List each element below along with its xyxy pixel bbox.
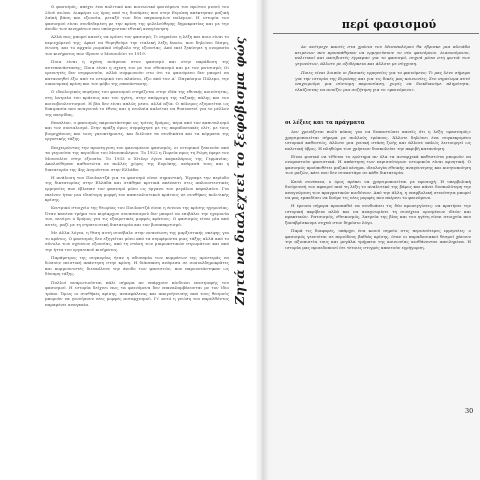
page-title: περί φασισμού bbox=[341, 18, 437, 31]
left-paragraph: Ο φασισμός, απέχει ένα πολιτικό και κοινωνικό φαινόμενο του πρώτου μισού του 20ού αιώνα. Διαφέρει ως όρος από τις δυνάμεις που στην Ευρώπη απέκτησαν μαζική λαϊκή βάση και εξουσία, μεταξύ των δύο παγκοσμίων πολέμων. Η ιστορία του φασισμού είναι συνδεδεμένη με την κρίση της φιλελεύθερης δημοκρατίας και με την άνοδο των κινημάτων που υπόσχονταν εθνική αναγέννηση. bbox=[45, 4, 229, 32]
body-paragraph: Η έρευνα σήμερα προσπαθεί να συνδυάσει τις δύο προσεγγίσεις: να κρατήσει την ιστορική ακρίβεια αλλά και να αναγνωρίσει τη συνέχεια ορισμένων ιδεών και πρακτικών. Ρατσισμός, εθνικισμός, λατρεία της βίας και του ηγέτη είναι στοιχεία που ξαναβρίσκουμε συχνά στον δημόσιο λόγο. bbox=[285, 203, 471, 225]
left-paragraph: Κεντρικό στοιχείο της θεωρίας του Πουλαντζά είναι η έννοια της κρίσης ηγεμονίας. Όταν κανένα τμήμα του κυρίαρχου συνασπισμού δεν μπορεί να επιβάλει την ηγεμονία του, ανοίγει ο δρόμος για τις εξαιρετικές μορφές κράτους. Ο φασισμός είναι μία από αυτές, μαζί με τη στρατιωτική δικτατορία και τον βοναπαρτισμό. bbox=[45, 205, 229, 227]
left-paragraph: Με άλλα λόγια, η θέση αυτή συνέβαλε στην ανανέωση της μαρξιστικής σκέψης για το κράτος. Ο φασισμός δεν εξηγείται μόνο από τα συμφέροντα μιας τάξης αλλά από το σύνολο των σχέσεων εξουσίας, από τη στάση των μικροαστικών στρωμάτων και από την ήττα του εργατικού κινήματος. bbox=[45, 229, 229, 252]
left-paragraph: Η ανάλυση του Πουλαντζά για το φασισμό είναι σημαντική. Έγραψε την περίοδο της δικτατορίας στην Ελλάδα και στάθηκε κριτικά απέναντι στις απλουστευτικές ερμηνείες που έβλεπαν τον φασισμό μόνο ως όργανο του μεγάλου κεφαλαίου. Για εκείνον ήταν μια ιδιαίτερη μορφή του καπιταλιστικού κράτους σε συνθήκες πολιτικής κρίσης. bbox=[45, 174, 229, 203]
section-heading: οι λέξεις και τα πράγματα bbox=[285, 120, 365, 126]
page-number: 30 bbox=[465, 407, 474, 415]
body-paragraph: Κατά συνέπεια, ο όρος πρέπει να χρησιμοποιείται με προσοχή. Η υπερβολική διεύρυνσή του αφαιρεί από τη λέξη το αναλυτικό της βάρος και κάνει δυσκολότερη την αναγνώριση των πραγματικών κινδύνων. Από την άλλη, η υπερβολική στενότητα μπορεί να μας εμποδίσει να δούμε τις νέες μορφές που παίρνει το φαινόμενο. bbox=[285, 178, 471, 201]
intro-paragraph: Αν ανέτρεχε κανείς στα χρόνια του Μεσοπολέμου θα έβρισκε μια πλειάδα κειμένων που προσπάθησαν να ερμηνεύσουν το νέο φαινόμενο. Διανοούμενοι, πολιτικοί και ακτιβιστές έγραψαν για το φασισμό, συχνά μέσα στη φωτιά των γεγονότων, άλλοτε με οξυδέρκεια και άλλοτε με σύγχυση. bbox=[295, 44, 470, 67]
body-paragraph: Παρά τις διαφορές, υπάρχει ένα κοινό σημείο στις περισσότερες ερμηνείες: ο φασισμός γεννιέται σε περιόδους βαθιάς κρίσης, όταν οι παραδοσιακοί θεσμοί χάνουν την αξιοπιστία τους και μεγάλα τμήματα της κοινωνίας αισθάνονται απειλημένα. Η ιστορία μας προειδοποιεί ότι τέτοιες στιγμές απαιτούν εγρήγορση. bbox=[285, 228, 471, 250]
intro-paragraph: Ποιες είναι λοιπόν οι βασικές ερμηνείες για το φαινόμενο; Τι μας λένε σήμερα για την ιστορία της Ευρώπης και για τις δικές μας κοινωνίες; Στο σημείωμα αυτό επιχειρούμε μια σύντομη παρουσίαση, χωρίς να διεκδικούμε πληρότητα, ελπίζοντας να ανοίξει μια συζήτηση για το «φαινόμενο». bbox=[295, 69, 470, 92]
left-paragraph: Επιχειρώντας την προσέγγιση του φαινομένου φασισμός, οι ιστορικοί ξεκινούν από τα γεγονότα της περιόδου του Μεσοπολέμου. Το 1922 η Πορεία προς τη Ρώμη έφερε τον Μουσολίνι στην εξουσία. Το 1933 ο Χίτλερ έγινε καγκελάριος της Γερμανίας. Ακολούθησαν καθεστώτα σε πολλές χώρες της Ευρώπης, ανάμεσά τους και η δικτατορία της 4ης Αυγούστου στην Ελλάδα. bbox=[45, 144, 229, 172]
body-paragraph: Δεν χρειάζεται πολύ κόπος για να διαπιστώσει κανείς ότι η λέξη «φασισμός» χρησιμοποιείται σήμερα με πολλούς τρόπους. Άλλοτε δηλώνει ένα συγκεκριμένο ιστορικό καθεστώς, άλλοτε μια γενική στάση ζωής και άλλοτε απλώς λειτουργεί ως πολιτική ύβρις. Η πληθώρα των χρήσεων δυσκολεύει την ακριβή κατανόηση. bbox=[285, 129, 471, 151]
book-gutter bbox=[255, 0, 269, 480]
right-page bbox=[269, 0, 480, 480]
left-paragraph: Παράμετρος της συγκυρίας ήταν η αδυναμία των κομμάτων της αριστεράς να δώσουν πειστική απάντηση στην κρίση. Η διάσπαση ανάμεσα σε σοσιαλδημοκράτες και κομμουνιστές διευκόλυνε την άνοδο των φασιστών, που παρουσιάστηκαν ως δύναμη τάξης. bbox=[45, 254, 229, 277]
left-page-text bbox=[45, 4, 229, 472]
left-paragraph: Ο ιδεολογικός πυρήνας του φασισμού στηρίζεται στην ιδέα της εθνικής κοινότητας, στη λατρεία του κράτους και του ηγέτη, στην απόρριψη της ταξικής πάλης και του κοινοβουλευτισμού. Η βία δεν είναι απλώς μέσο, αλλά αξία. Ο πόλεμος εξυμνείται ως δοκιμασία που αναγεννά το έθνος και η νεολαία καλείται να θυσιαστεί για το μέλλον της πατρίδας. bbox=[45, 89, 229, 117]
left-paragraph: Πολλοί αναρωτιούνται πάλι σήμερα αν υπάρχουν κίνδυνοι επιστροφής του φασισμού. Η ιστορία δείχνει πως τα φαινόμενα δεν επαναλαμβάνονται με τον ίδιο τρόπο. Όμως οι συνθήκες κρίσης, ανασφάλειας και απογοήτευσης από τους θεσμούς μπορούν να γεννήσουν νέες μορφές αυταρχισμού. Γι' αυτό η γνώση του παρελθόντος παραμένει αναγκαία. bbox=[45, 279, 229, 307]
left-paragraph: Επιπλέον, ο φασισμός παρουσιάστηκε ως τρίτος δρόμος, πέρα από τον καπιταλισμό και τον σοσιαλισμό. Στην πράξη όμως συμμάχησε με τις παραδοσιακές ελίτ, με τους βιομηχάνους και τους γαιοκτήμονες, και διέλυσε τα συνδικάτα και τα κόμματα της εργατικής τάξης. bbox=[45, 119, 229, 142]
title-divider bbox=[273, 33, 479, 34]
left-paragraph: Ποια είναι η σχέση ανάμεσα στον φασισμό και στην παράδοση της αντεπανάστασης; Ποια είναι η σχέση του με τον εθνικισμό και με τον ρατσισμό; Οι ερευνητές δεν συμφωνούν, αλλά συμφωνούν στο ότι το φαινόμενο δεν μπορεί να κατανοηθεί έξω από το ιστορικό του πλαίσιο, έξω από τον Α΄ Παγκόσμιο Πόλεμο, την οικονομική κρίση και τον φόβο της επανάστασης. bbox=[45, 59, 229, 87]
left-paragraph: Αλλά πως μπορεί κανείς να ορίσει τον φασισμό; Τι σημαίνει η λέξη και ποιο είναι το περιεχόμενό της; Αρκεί να θυμηθούμε την ιταλική λέξη fascio, που δηλώνει δέσμη, ένωση, και το αρχαίο ρωμαϊκό σύμβολο της εξουσίας. Από εκεί ξεκίνησε η ονομασία του κινήματος που ίδρυσε ο Μουσολίνι το 1919. bbox=[45, 34, 229, 56]
intro-text bbox=[295, 44, 470, 96]
vertical-spine-label: Ζητά να διαλεχτεί το ξεφόβισμα φώς bbox=[233, 36, 247, 306]
body-paragraph: Είναι φυσικό να τίθεται το ερώτημα αν όλα τα αυταρχικά καθεστώτα μπορούν να ονομαστούν φασιστικά. Η απάντηση των περισσότερων ιστορικών είναι αρνητική. Ο φασισμός προϋποθέτει μαζικό κίνημα, ιδεολογία εθνικής αναγέννησης και κινητοποίηση των μαζών, κάτι που δεν συναντάμε σε κάθε δικτατορία. bbox=[285, 153, 471, 176]
right-body-text bbox=[285, 129, 474, 469]
